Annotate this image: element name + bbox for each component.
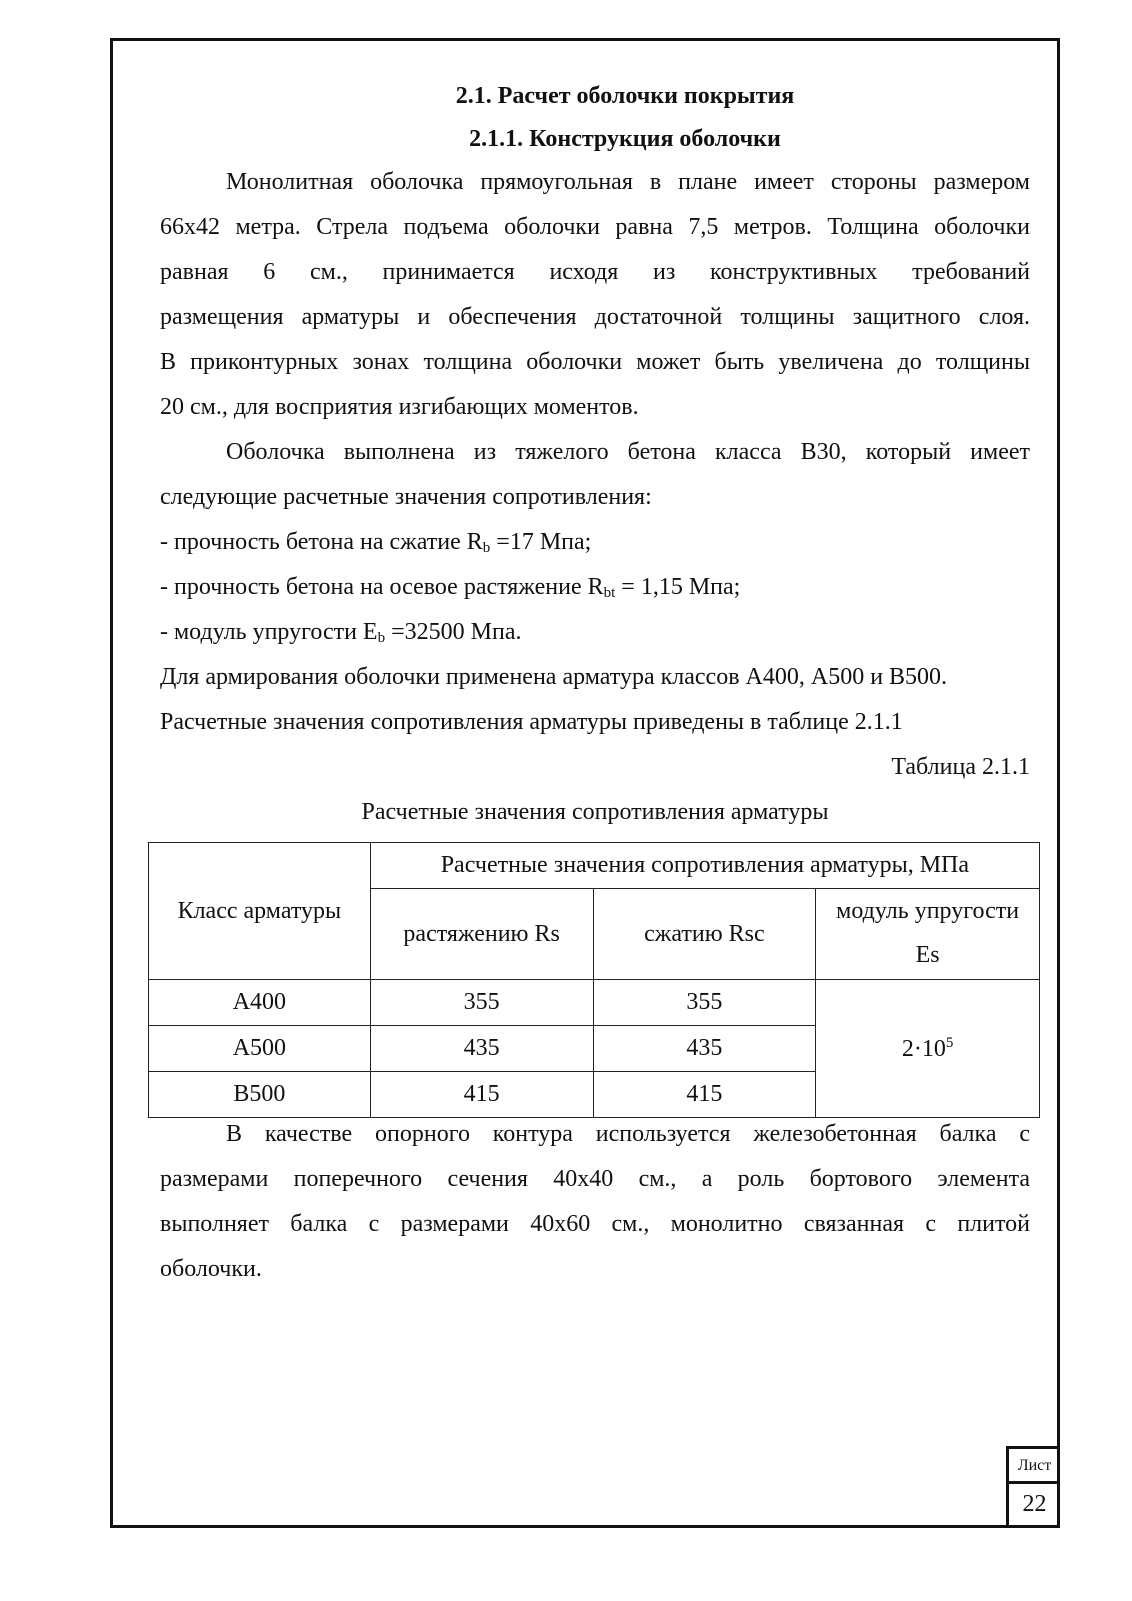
rebar-resistance-table xyxy=(148,842,1040,1118)
paragraph-line: размещения арматуры и обеспечения достаточной толщины защитного слоя. xyxy=(160,304,1030,330)
paragraph-line: следующие расчетные значения сопротивления: xyxy=(160,484,652,510)
document-body xyxy=(160,74,1030,835)
paragraph-line: выполняет балка с размерами 40х60 см., монолитно связанная с плитой xyxy=(160,1211,1030,1237)
cell-class: А400 xyxy=(149,980,371,1026)
cell-modulus: $2\cdot 10^5$ xyxy=(816,980,1040,1118)
section-heading: 2.1. Расчет оболочки покрытия xyxy=(455,83,795,109)
header-rebar-class: Класс арматуры xyxy=(149,843,371,980)
sheet-stamp xyxy=(1006,1446,1060,1528)
cell-rs: 435 xyxy=(370,1026,593,1072)
paragraph-line: равная 6 см., принимается исходя из конструктивных требований xyxy=(160,259,1030,285)
table-caption: Расчетные значения сопротивления арматуры xyxy=(361,799,829,825)
cell-class: А500 xyxy=(149,1026,371,1072)
paragraph-shell-description xyxy=(160,160,1030,430)
list-item-tension-strength: - прочность бетона на осевое растяжение $R_{bt} = 1,15$ Мпа; xyxy=(160,574,741,601)
header-tension: растяжению Rs xyxy=(370,889,593,980)
cell-rs: 355 xyxy=(370,980,593,1026)
sheet-label: Лист xyxy=(1009,1446,1060,1484)
cell-class: В500 xyxy=(149,1072,371,1118)
paragraph-line: 20 см., для восприятия изгибающих моментов. xyxy=(160,394,639,420)
table-number: Таблица 2.1.1 xyxy=(891,754,1030,780)
paragraph-line: В приконтурных зонах толщина оболочки может быть увеличена до толщины xyxy=(160,349,1030,375)
list-item-elastic-modulus: - модуль упругости $E_b =32500$ Мпа. xyxy=(160,619,522,646)
cell-rsc: 355 xyxy=(593,980,816,1026)
paragraph-reinforcement: Для армирования оболочки применена арматура классов А400, А500 и В500. xyxy=(160,664,948,690)
table-row xyxy=(149,980,1040,1026)
cell-rsc: 435 xyxy=(593,1026,816,1072)
subsection-heading: 2.1.1. Конструкция оболочки xyxy=(469,126,781,152)
header-modulus: модуль упругости Es xyxy=(816,889,1040,980)
cell-rs: 415 xyxy=(370,1072,593,1118)
table-header-row xyxy=(149,843,1040,889)
list-item-compression-strength: - прочность бетона на сжатие $R_b =17$ Мпа; xyxy=(160,529,592,556)
paragraph-concrete xyxy=(160,430,1030,520)
paragraph-line: оболочки. xyxy=(160,1256,262,1282)
paragraph-line: В качестве опорного контура используется железобетонная балка с xyxy=(226,1121,1030,1147)
sheet-number: 22 xyxy=(1022,1491,1047,1517)
paragraph-line: Оболочка выполнена из тяжелого бетона класса В30, который имеет xyxy=(226,439,1030,465)
paragraph-line: Монолитная оболочка прямоугольная в плане имеет стороны размером xyxy=(226,169,1030,195)
paragraph-support-contour xyxy=(160,1112,1030,1292)
paragraph-line: 66х42 метра. Стрела подъема оболочки равна 7,5 метров. Толщина оболочки xyxy=(160,214,1030,240)
paragraph-table-reference: Расчетные значения сопротивления арматуры приведены в таблице 2.1.1 xyxy=(160,709,903,735)
header-resistance-group: Расчетные значения сопротивления арматуры, МПа xyxy=(370,843,1039,889)
paragraph-line: размерами поперечного сечения 40х40 см., а роль бортового элемента xyxy=(160,1166,1030,1192)
cell-rsc: 415 xyxy=(593,1072,816,1118)
header-compression: сжатию Rsc xyxy=(593,889,816,980)
